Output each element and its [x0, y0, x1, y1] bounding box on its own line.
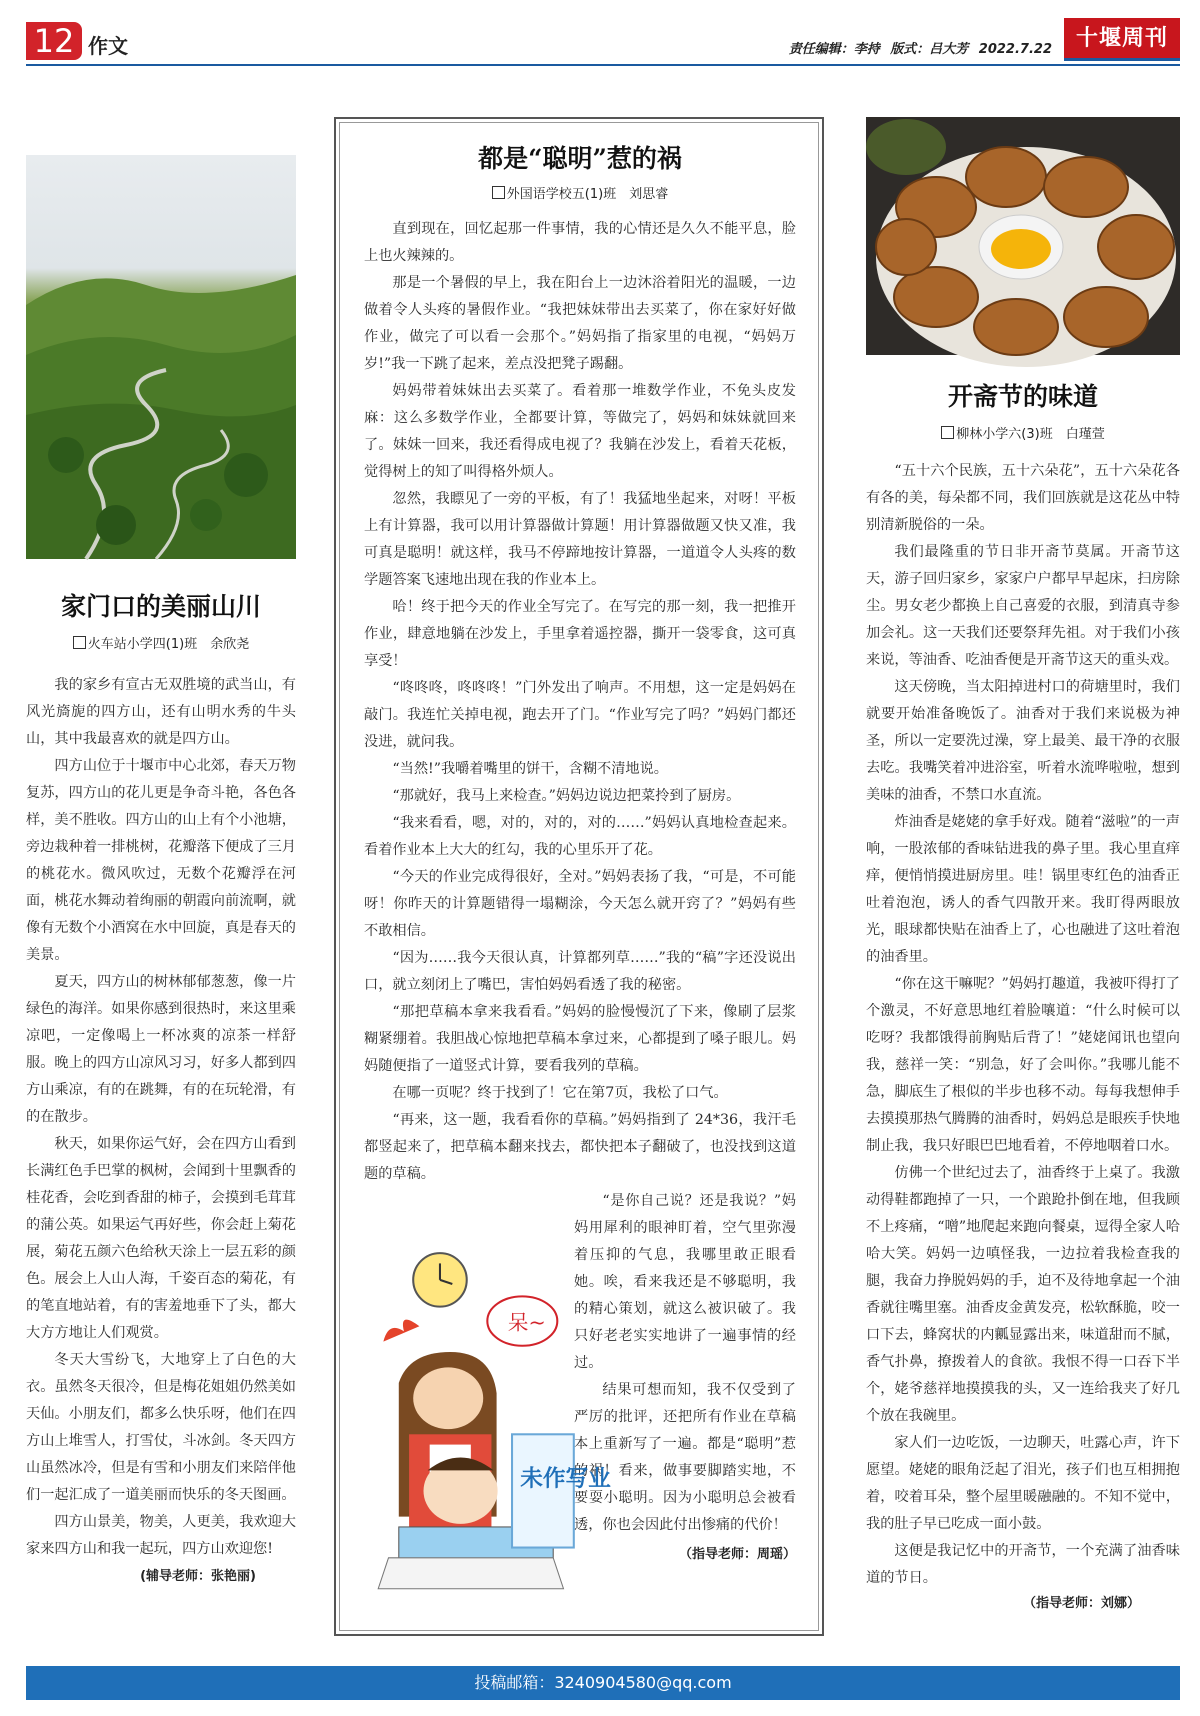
article-byline	[364, 183, 796, 202]
issue-date: 2022.7.22	[978, 42, 1052, 57]
paragraph: 妈妈带着妹妹出去买菜了。看着那一堆数学作业，不免头皮发麻：这么多数学作业，全都要计算，等做完了，妈妈和妹妹就回来了。妹妹一回来，我还看得成电视了？我躺在沙发上，看着天花板，觉得树上的知了叫得格外烦人。	[364, 383, 796, 480]
paragraph: “咚咚咚，咚咚咚！”门外发出了响声。不用想，这一定是妈妈在敲门。我连忙关掉电视，跑去开了门。“作业写完了吗？”妈妈门都还没进，就问我。	[364, 680, 796, 750]
paragraph: 我的家乡有宣古无双胜境的武当山，有风光旖旎的四方山，还有山明水秀的牛头山，其中我最喜欢的就是四方山。	[26, 677, 296, 747]
article-byline	[26, 633, 296, 652]
paragraph: “当然!”我嚼着嘴里的饼干，含糊不清地说。	[392, 761, 668, 777]
mountain-photo	[26, 155, 296, 559]
paragraph: 冬天大雪纷飞，大地穿上了白色的大衣。虽然冬天很冷，但是梅花姐姐仍然美如天仙。小朋友们，都多么快乐呀，他们在四方山上堆雪人，打雪仗，斗冰剑。冬天四方山虽然冰冷，但是有雪和小朋友们来陪伴他们一起汇成了一道美丽而快乐的冬天图画。	[26, 1352, 296, 1503]
submission-email-bar: 投稿邮箱：3240904580@qq.com	[26, 1666, 1180, 1700]
paragraph: 直到现在，回忆起那一件事情，我的心情还是久久不能平息，脸上也火辣辣的。	[364, 221, 796, 264]
paragraph: “那就好，我马上来检查。”妈妈边说边把菜拎到了厨房。	[392, 788, 741, 804]
paragraph: 这天傍晚，当太阳掉进村口的荷塘里时，我们就要开始准备晚饭了。油香对于我们来说极为神圣，所以一定要洗过澡，穿上最美、最干净的衣服去吃。我嘴笑着冲进浴室，听着水流哗啦啦，想到美味的油香，不禁口水直流。	[866, 679, 1180, 803]
header-divider	[26, 64, 1180, 66]
paragraph: 我们最隆重的节日非开斋节莫属。开斋节这天，游子回归家乡，家家户户都早早起床，扫房除尘。男女老少都换上自己喜爱的衣服，到清真寺参加会礼。这一天我们还要祭拜先祖。对于我们小孩来说，等油香、吃油香便是开斋节这天的重头戏。	[866, 544, 1180, 668]
teacher-credit: (辅导老师：张艳丽)	[140, 1569, 256, 1584]
article-title: 都是“聪明”惹的祸	[478, 144, 682, 173]
paragraph: 仿佛一个世纪过去了，油香终于上桌了。我激动得鞋都跑掉了一只，一个踉跄扑倒在地，但我顾不上疼痛，“噌”地爬起来跑向餐桌，逗得全家人哈哈大笑。妈妈一边嗔怪我，一边拉着我检查我的腿，我奋力挣脱妈妈的手，迫不及待地拿起一个油香就往嘴里塞。油香皮金黄发亮，松软酥脆，咬一口下去，蜂窝状的内瓤显露出来，味道甜而不腻，香气扑鼻，撩拨着人的食欲。我恨不得一口吞下半个，姥爷慈祥地摸摸我的头，又一连给我夹了好几个放在我碗里。	[866, 1165, 1180, 1424]
paragraph: “因为……我今天很认真，计算都列草……”我的“稿”字还没说出口，就立刻闭上了嘴巴，害怕妈妈看透了我的秘密。	[364, 950, 796, 993]
paragraph: “那把草稿本拿来我看看。”妈妈的脸慢慢沉了下来，像刷了层浆糊紧绷着。我胆战心惊地把草稿本拿过来，心都提到了嗓子眼儿。妈妈随便指了一道竖式计算，要看我列的草稿。	[364, 1004, 796, 1074]
right-article	[866, 117, 1180, 1611]
paragraph: 夏天，四方山的树林郁郁葱葱，像一片绿色的海洋。如果你感到很热时，来这里乘凉吧，一定像喝上一杯冰爽的凉茶一样舒服。晚上的四方山凉风习习，好多人都到四方山乘凉，有的在跳舞，有的在玩轮滑，有的在散步。	[26, 974, 296, 1125]
page-number: 12	[26, 22, 82, 60]
box-label: 未作写业	[520, 1465, 611, 1492]
article-byline	[866, 423, 1180, 442]
byline-text: 柳林小学六(3)班 白瑾萱	[956, 427, 1105, 442]
bubble-text: 呆~	[507, 1310, 546, 1335]
left-article	[26, 155, 296, 1584]
paragraph: “今天的作业完成得很好，全对。”妈妈表扬了我，“可是，不可能呀！你昨天的计算题错得一塌糊涂，今天怎么就开窍了？”妈妈有些不敢相信。	[364, 869, 796, 939]
article-title: 家门口的美丽山川	[60, 592, 261, 621]
article-title: 开斋节的味道	[947, 382, 1098, 411]
paragraph: “你在这干嘛呢？”妈妈打趣道，我被吓得打了个激灵，不好意思地红着脸嚷道：“什么时候可以吃呀？我都饿得前胸贴后背了！”姥姥闻讯也望向我，慈祥一笑：“别急，好了会叫你。”我哪儿能不急，脚底生了根似的半步也移不动。每每我想伸手去摸摸那热气腾腾的油香时，妈妈总是眼疾手快地制止我，我只好眼巴巴地看着，不停地咽着口水。	[866, 976, 1180, 1154]
paragraph: 四方山位于十堰市中心北郊，春天万物复苏，四方山的花儿更是争奇斗艳，各色各样，美不胜收。四方山的山上有个小池塘，旁边栽种着一排桃树，花瓣落下便成了三月的桃花水。微风吹过，无数个花瓣浮在河面，桃花水舞动着绚丽的朝霞向前流啊，就像有无数个小酒窝在水中回旋，真是春天的美景。	[26, 758, 296, 963]
byline-text: 外国语学校五(1)班 刘思睿	[506, 187, 669, 202]
paragraph: 四方山景美，物美，人更美，我欢迎大家来四方山和我一起玩，四方山欢迎您!	[26, 1514, 296, 1557]
layout-name: 版式：吕大芳	[890, 42, 969, 57]
food-photo	[866, 117, 1180, 355]
checkbox-icon	[73, 636, 86, 649]
paragraph: 家人们一边吃饭，一边聊天，吐露心声，许下愿望。姥姥的眼角泛起了泪光，孩子们也互相拥抱着，咬着耳朵，整个屋里暖融融的。不知不觉中，我的肚子早已吃成一面小鼓。	[866, 1435, 1180, 1532]
checkbox-icon	[941, 426, 954, 439]
paragraph: 秋天，如果你运气好，会在四方山看到长满红色手巴掌的枫树，会闻到十里飘香的桂花香，会吃到香甜的柿子，会摸到毛茸茸的蒲公英。如果运气再好些，你会赶上菊花展，菊花五颜六色给秋天涂上一层五彩的颜色。展会上人山人海，千姿百态的菊花，有的笔直地站着，有的害羞地垂下了头，都大大方方地让人们观赏。	[26, 1136, 296, 1341]
mountain-illustration	[26, 155, 296, 559]
section-label: 作文	[88, 34, 128, 58]
paragraph: 炸油香是姥姥的拿手好戏。随着“滋啦”的一声响，一股浓郁的香味钻进我的鼻子里。我心里直痒痒，便悄悄摸进厨房里。哇！锅里枣红色的油香正吐着泡泡，诱人的香气四散开来。我盯得两眼放光，眼球都快贴在油香上了，心也融进了这吐着泡的油香里。	[866, 814, 1180, 965]
checkbox-icon	[492, 186, 505, 199]
paragraph: “五十六个民族，五十六朵花”，五十六朵花各有各的美，每朵都不同，我们回族就是这花丛中特别清新脱俗的一朵。	[866, 463, 1180, 533]
paragraph: 在哪一页呢？终于找到了！它在第7页，我松了口气。	[392, 1085, 728, 1101]
cartoon-illustration	[366, 1249, 611, 1599]
paragraph: 忽然，我瞟见了一旁的平板，有了！我猛地坐起来，对呀！平板上有计算器，我可以用计算器做计算题！用计算器做题又快又准，我可真是聪明！就这样，我马不停蹄地按计算器，一道道令人头疼的数学题答案飞速地出现在我的作业本上。	[364, 491, 796, 588]
food-illustration	[866, 117, 1180, 355]
paragraph: “再来，这一题，我看看你的草稿。”妈妈指到了 24*36，我汗毛都竖起来了，把草稿本翻来找去，都快把本子翻破了，也没找到这道题的草稿。	[364, 1112, 796, 1182]
editor-name: 责任编辑：李持	[788, 42, 880, 57]
editor-info	[783, 38, 1052, 57]
paragraph: “是你自己说？还是我说？”妈妈用犀利的眼神盯着，空气里弥漫着压抑的气息，我哪里敢正眼看她。唉，看来我还是不够聪明，我的精心策划，就这么被识破了。我只好老老实实地讲了一遍事情的经过。	[574, 1193, 796, 1371]
masthead-logo: 十堰周刊	[1064, 18, 1180, 61]
teacher-credit: （指导老师：周瑶）	[678, 1547, 796, 1562]
teacher-credit: （指导老师：刘娜）	[1022, 1596, 1140, 1611]
paragraph: 哈！终于把今天的作业全写完了。在写完的那一刻，我一把推开作业，肆意地躺在沙发上，手里拿着遥控器，撕开一袋零食，这可真享受！	[364, 599, 796, 669]
paragraph: 这便是我记忆中的开斋节，一个充满了油香味道的节日。	[866, 1543, 1180, 1586]
paragraph: 那是一个暑假的早上，我在阳台上一边沐浴着阳光的温暖，一边做着令人头疼的暑假作业。“我把妹妹带出去买菜了，你在家好好做作业，做完了可以看一会那个。”妈妈指了指家里的电视，“妈妈万岁!”我一下跳了起来，差点没把凳子踢翻。	[364, 275, 796, 372]
middle-article	[334, 117, 824, 1636]
page-header	[26, 18, 1180, 64]
paragraph: “我来看看，嗯，对的，对的，对的……”妈妈认真地检查起来。看着作业本上大大的红勾，我的心里乐开了花。	[364, 815, 796, 858]
paragraph: 结果可想而知，我不仅受到了严厉的批评，还把所有作业在草稿本上重新写了一遍。都是“聪明”惹的祸！看来，做事要脚踏实地，不要耍小聪明。因为小聪明总会被看透，你也会因此付出惨痛的代价！	[574, 1382, 796, 1533]
byline-text: 火车站小学四(1)班 余欣尧	[87, 637, 250, 652]
